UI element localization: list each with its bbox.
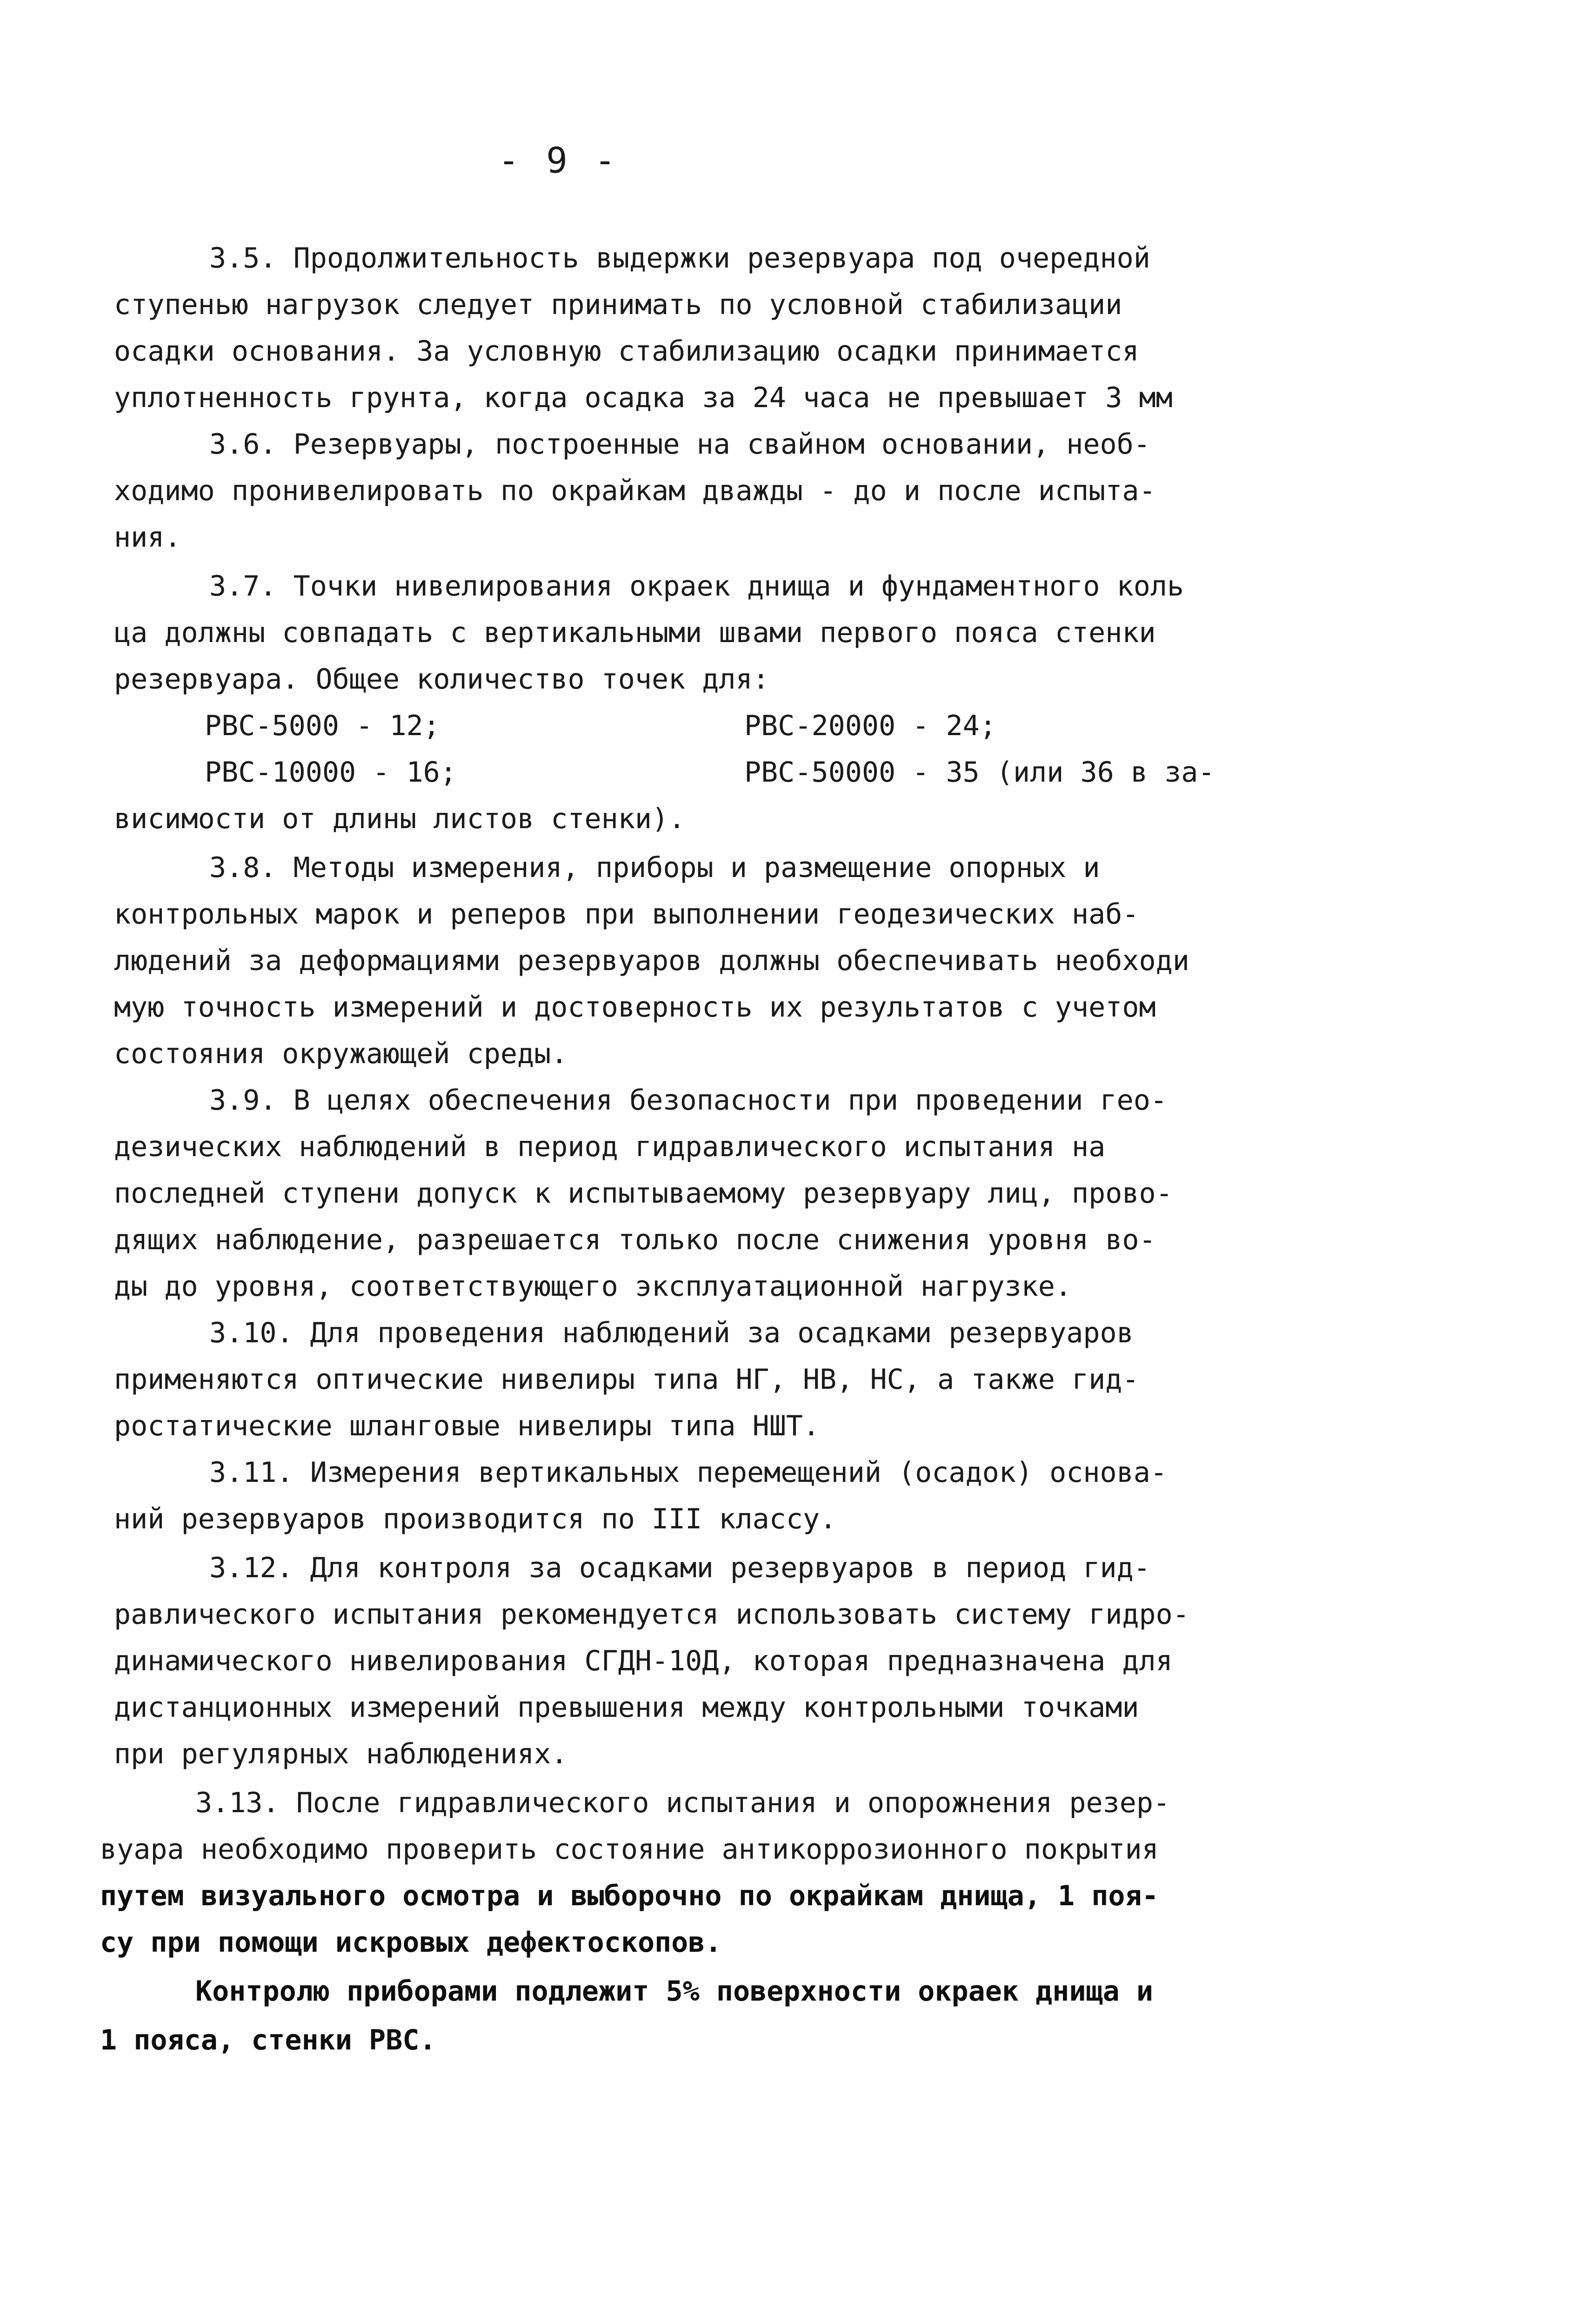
text-line: ний резервуаров производится по III классу. <box>114 1503 837 1535</box>
text-line: уплотненность грунта, когда осадка за 24 часа не превышает 3 мм <box>114 382 1173 414</box>
text-line: 3.13. После гидравлического испытания и опорожнения резер- <box>195 1787 1170 1819</box>
tank-count-item: РВС-10000 - 16; <box>205 756 457 789</box>
text-line: мую точность измерений и достоверность их результатов с учетом <box>114 991 1156 1024</box>
text-line: су при помощи искровых дефектоскопов. <box>100 1926 722 1959</box>
text-line: резервуара. Общее количество точек для: <box>114 663 769 696</box>
text-line: ния. <box>114 521 181 554</box>
text-line: Контролю приборами подлежит 5% поверхности окраек днища и <box>195 1975 1154 2008</box>
text-line: ходимо пронивелировать по окрайкам дважды - до и после испыта- <box>114 475 1156 507</box>
text-line: состояния окружающей среды. <box>114 1038 568 1070</box>
text-line: динамического нивелирования СГДН-10Д, которая предназначена для <box>114 1645 1173 1677</box>
tank-count-item: РВС-5000 - 12; <box>205 710 440 742</box>
text-line: 3.6. Резервуары, построенные на свайном основании, необ- <box>209 428 1150 461</box>
text-line: дящих наблюдение, разрешается только после снижения уровня во- <box>114 1224 1156 1256</box>
text-line: 3.11. Измерения вертикальных перемещений (осадок) основа- <box>209 1456 1168 1489</box>
text-line: ды до уровня, соответствующего эксплуатационной нагрузке. <box>114 1270 1072 1303</box>
text-line: равлического испытания рекомендуется использовать систему гидро- <box>114 1598 1189 1631</box>
text-line: ступенью нагрузок следует принимать по условной стабилизации <box>114 288 1122 321</box>
tank-count-item: РВС-20000 - 24; <box>744 710 996 742</box>
text-line: ца должны совпадать с вертикальными швами первого пояса стенки <box>114 616 1156 649</box>
text-line: 3.10. Для проведения наблюдений за осадками резервуаров <box>209 1317 1134 1349</box>
text-line: 3.9. В целях обеспечения безопасности при проведении гео- <box>209 1084 1168 1117</box>
text-line: 3.7. Точки нивелирования окраек днища и фундаментного коль <box>209 570 1184 603</box>
text-line: дистанционных измерений превышения между контрольными точками <box>114 1691 1139 1724</box>
text-line: путем визуального осмотра и выборочно по окрайкам днища, 1 поя- <box>100 1880 1159 1912</box>
text-line: применяются оптические нивелиры типа НГ, НВ, НС, а также гид- <box>114 1363 1139 1396</box>
text-line: ростатические шланговые нивелиры типа НШТ. <box>114 1410 820 1442</box>
page-number: - 9 - <box>498 140 619 181</box>
text-line: висимости от длины листов стенки). <box>114 803 686 835</box>
tank-count-item: РВС-50000 - 35 (или 36 в за- <box>744 756 1215 789</box>
text-line: 3.12. Для контроля за осадками резервуаров в период гид- <box>209 1552 1150 1584</box>
text-line: 3.8. Методы измерения, приборы и размещение опорных и <box>209 851 1100 884</box>
text-line: людений за деформациями резервуаров должны обеспечивать необходи <box>114 944 1189 977</box>
text-line: 1 пояса, стенки РВС. <box>100 2024 436 2056</box>
text-line: последней ступени допуск к испытываемому резервуару лиц, прово- <box>114 1177 1173 1210</box>
text-line: дезических наблюдений в период гидравлического испытания на <box>114 1131 1106 1163</box>
text-line: 3.5. Продолжительность выдержки резервуара под очередной <box>209 242 1150 275</box>
text-line: осадки основания. За условную стабилизацию осадки принимается <box>114 335 1139 368</box>
text-line: при регулярных наблюдениях. <box>114 1738 568 1770</box>
text-line: контрольных марок и реперов при выполнении геодезических наб- <box>114 898 1139 931</box>
text-line: вуара необходимо проверить состояние антикоррозионного покрытия <box>100 1833 1159 1866</box>
